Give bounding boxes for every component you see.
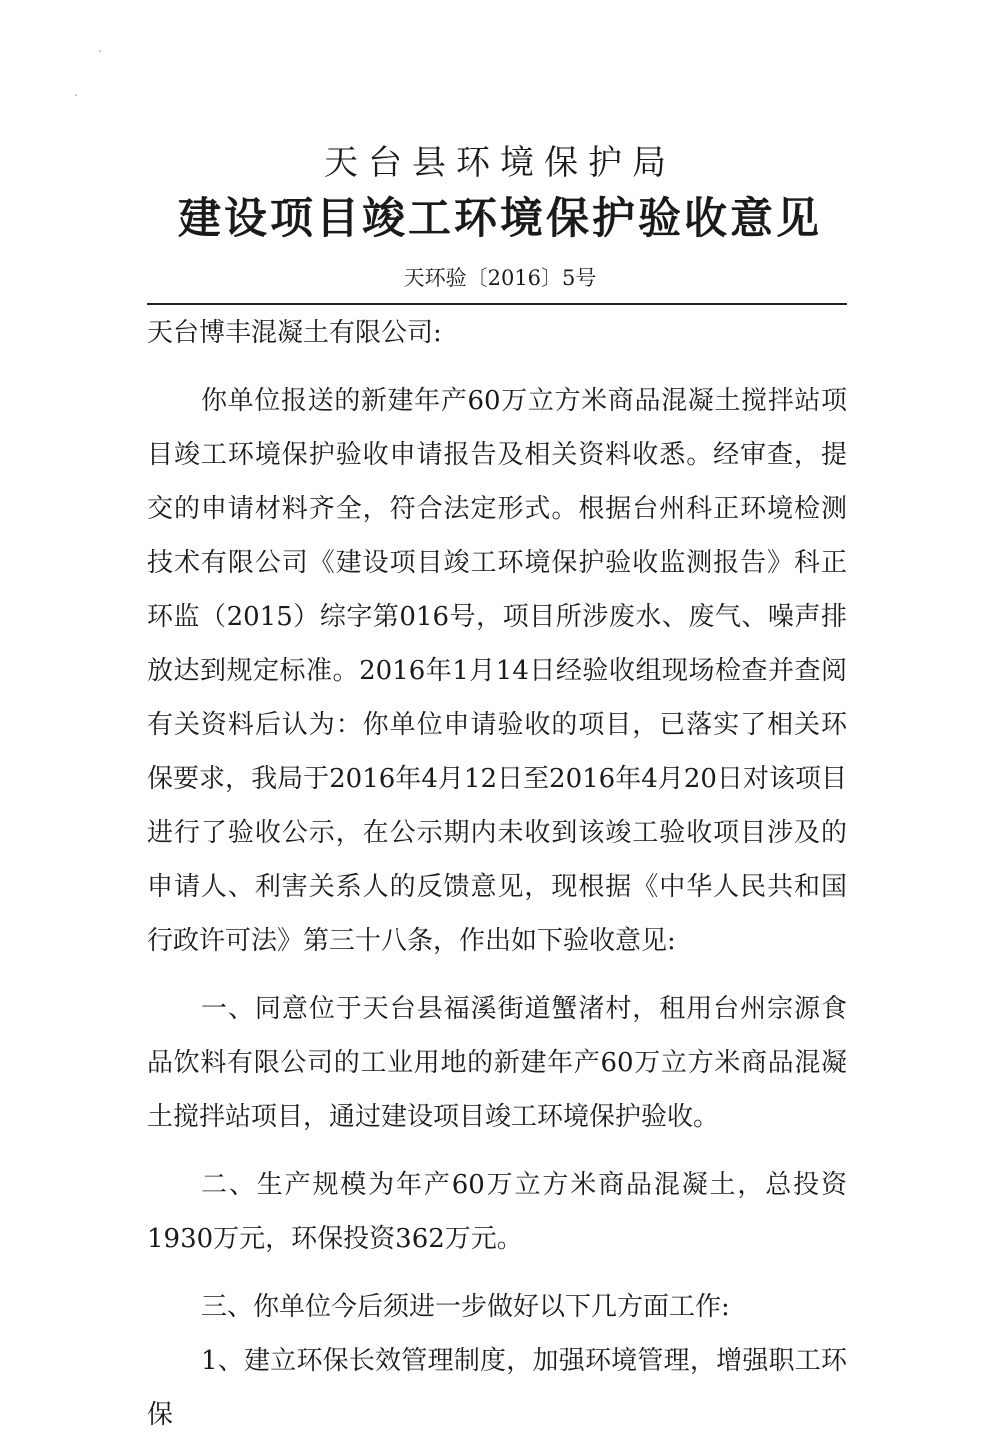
addressee: 天台博丰混凝土有限公司: (147, 318, 442, 348)
opinion-item-1: 一、同意位于天台县福溪街道蟹渚村，租用台州宗源食品饮料有限公司的工业用地的新建年产60万立方米商品混凝土搅拌站项目，通过建设项目竣工环境保护验收。 (147, 994, 847, 1132)
main-paragraph: 你单位报送的新建年产60万立方米商品混凝土搅拌站项目竣工环境保护验收申请报告及相关资料收悉。经审查，提交的申请材料齐全，符合法定形式。根据台州科正环境检测技术有限公司《建设项目竣工环境保护验收监测报告》科正环监（2015）综字第016号，项目所涉废水、废气、噪声排放达到规定标准。2016年1月14日经验收组现场检查并查阅有关资料后认为：你单位申请验收的项目，已落实了相关环保要求，我局于2016年4月12日至2016年4月20日对该项目进行了验收公示，在公示期内未收到该竣工验收项目涉及的申请人、利害关系人的反馈意见，现根据《中华人民共和国行政许可法》第三十八条，作出如下验收意见: (147, 386, 847, 956)
document-title: 建设项目竣工环境保护验收意见 (178, 194, 822, 244)
issuing-organization: 天台县环境保护局 (324, 143, 676, 183)
header-divider (147, 303, 847, 305)
opinion-item-3-1: 1、建立环保长效管理制度，加强环境管理，增强职工环保 (147, 1346, 847, 1430)
opinion-item-2: 二、生产规模为年产60万立方米商品混凝土，总投资1930万元，环保投资362万元。 (147, 1170, 847, 1254)
document-number: 天环验〔2016〕5号 (403, 266, 597, 290)
document-body (147, 306, 847, 1442)
scan-speck: · (98, 44, 103, 60)
scan-speck: · (74, 88, 79, 104)
opinion-item-3: 三、你单位今后须进一步做好以下几方面工作: (201, 1292, 730, 1322)
